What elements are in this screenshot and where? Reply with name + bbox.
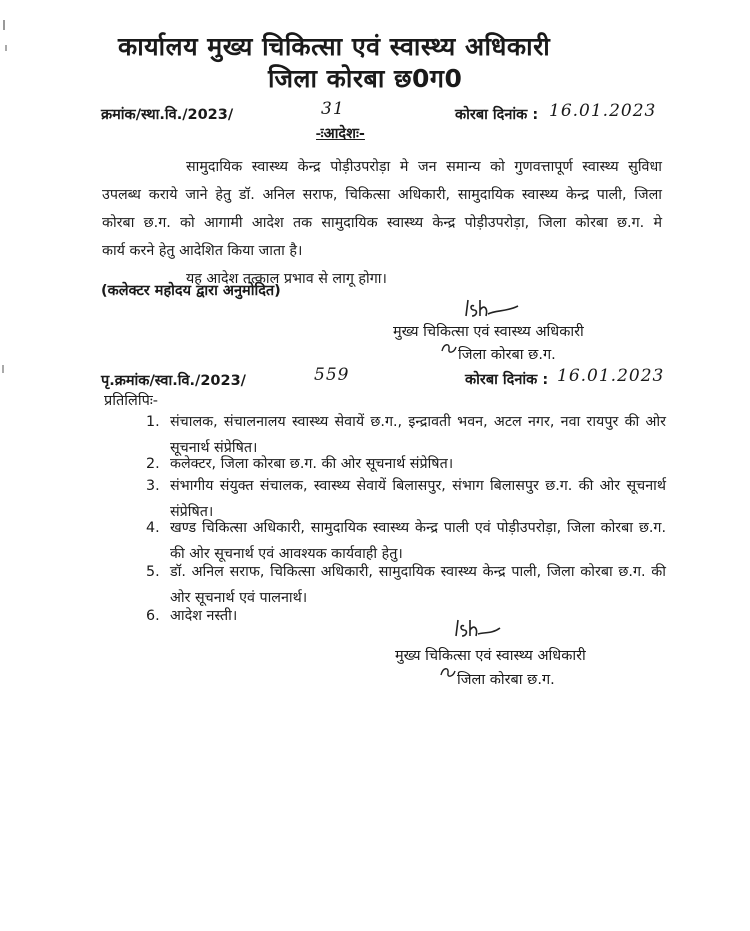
district-title: जिला कोरबा छ0ग0 (268, 64, 463, 93)
office-title: कार्यालय मुख्य चिकित्सा एवं स्वास्थ्य अधिकारी (118, 32, 551, 61)
approval-note: (कलेक्टर महोदय द्वारा अनुमोदित) (101, 283, 281, 299)
list-item-number: 3. (146, 478, 160, 494)
copy-label: प्रतिलिपिः- (104, 393, 159, 409)
order-body (102, 153, 662, 293)
list-item-number: 6. (146, 608, 160, 624)
list-item-text: संचालक, संचालनालय स्वास्थ्य सेवायें छ.ग., इन्द्रावती भवन, अटल नगर, नवा रायपुर की ओर सूचनार्थ संप्रेषित। (170, 414, 666, 456)
signature-2-designation: मुख्य चिकित्सा एवं स्वास्थ्य अधिकारी (395, 648, 586, 664)
list-item-number: 1. (146, 414, 160, 430)
order-body-line-4: कार्य करने हेतु आदेशित किया जाता है। (102, 243, 303, 259)
list-item-number: 2. (146, 456, 160, 472)
order-body-line-1: सामुदायिक स्वास्थ्य केन्द्र पोड़ीउपरोड़ा मे जन समान्य को गुणवत्तापूर्ण स्वास्थ्य सुविधा (186, 159, 662, 175)
order-effect-line: यह आदेश तत्काल प्रभाव से लागू होगा। (186, 271, 387, 287)
copy-number-label: पृ.क्रमांक/स्वा.वि./2023/ (101, 373, 246, 389)
order-date-handwritten: 16.01.2023 (549, 101, 657, 121)
list-item-text: कलेक्टर, जिला कोरबा छ.ग. की ओर सूचनार्थ संप्रेषित। (170, 456, 454, 472)
copy-number-handwritten: 559 (314, 365, 350, 385)
scan-speck (3, 20, 5, 30)
list-item-text: आदेश नस्ती। (170, 608, 238, 624)
signature-1-scribble (462, 296, 522, 322)
list-item-number: 5. (146, 564, 160, 580)
signature-1-designation: मुख्य चिकित्सा एवं स्वास्थ्य अधिकारी (393, 324, 584, 340)
order-body-line-2: उपलब्ध कराये जाने हेतु डॉ. अनिल सराफ, चिकित्सा अधिकारी, सामुदायिक स्वास्थ्य केन्द्र पाली, जिला (102, 187, 662, 203)
list-item-number: 4. (146, 520, 160, 536)
scan-speck (2, 365, 4, 373)
order-number-label: क्रमांक/स्था.वि./2023/ (101, 107, 234, 123)
order-body-line-3: कोरबा छ.ग. को आगामी आदेश तक सामुदायिक स्वास्थ्य केन्द्र पोड़ीउपरोड़ा, जिला कोरबा छ.ग. मे (102, 215, 662, 231)
copy-date-handwritten: 16.01.2023 (557, 366, 665, 386)
order-date-label: कोरबा दिनांक : (455, 107, 539, 123)
order-heading: -ःआदेशः- (316, 126, 365, 142)
signature-1-stroke (440, 341, 458, 355)
list-item-text: संभागीय संयुक्त संचालक, स्वास्थ्य सेवायें बिलासपुर, संभाग बिलासपुर छ.ग. की ओर सूचनार्थ संप्रेषित। (170, 478, 666, 520)
signature-2-scribble (452, 616, 504, 642)
list-item (146, 603, 666, 629)
copy-date-label: कोरबा दिनांक : (465, 372, 549, 388)
order-number-handwritten: 31 (321, 99, 345, 119)
signature-2-stroke (439, 665, 457, 679)
list-item-text: डॉ. अनिल सराफ, चिकित्सा अधिकारी, सामुदायिक स्वास्थ्य केन्द्र पाली, जिला कोरबा छ.ग. की ओर सूचनार्थ एवं पालनार्थ। (170, 564, 666, 606)
signature-1-district: जिला कोरबा छ.ग. (458, 347, 556, 363)
list-item-text: खण्ड चिकित्सा अधिकारी, सामुदायिक स्वास्थ्य केन्द्र पाली एवं पोड़ीउपरोड़ा, जिला कोरबा छ.ग. की ओर सूचनार्थ एवं आवश्यक कार्यवाही हेतु। (170, 520, 666, 562)
scan-speck (5, 45, 7, 51)
signature-2-district: जिला कोरबा छ.ग. (457, 672, 555, 688)
